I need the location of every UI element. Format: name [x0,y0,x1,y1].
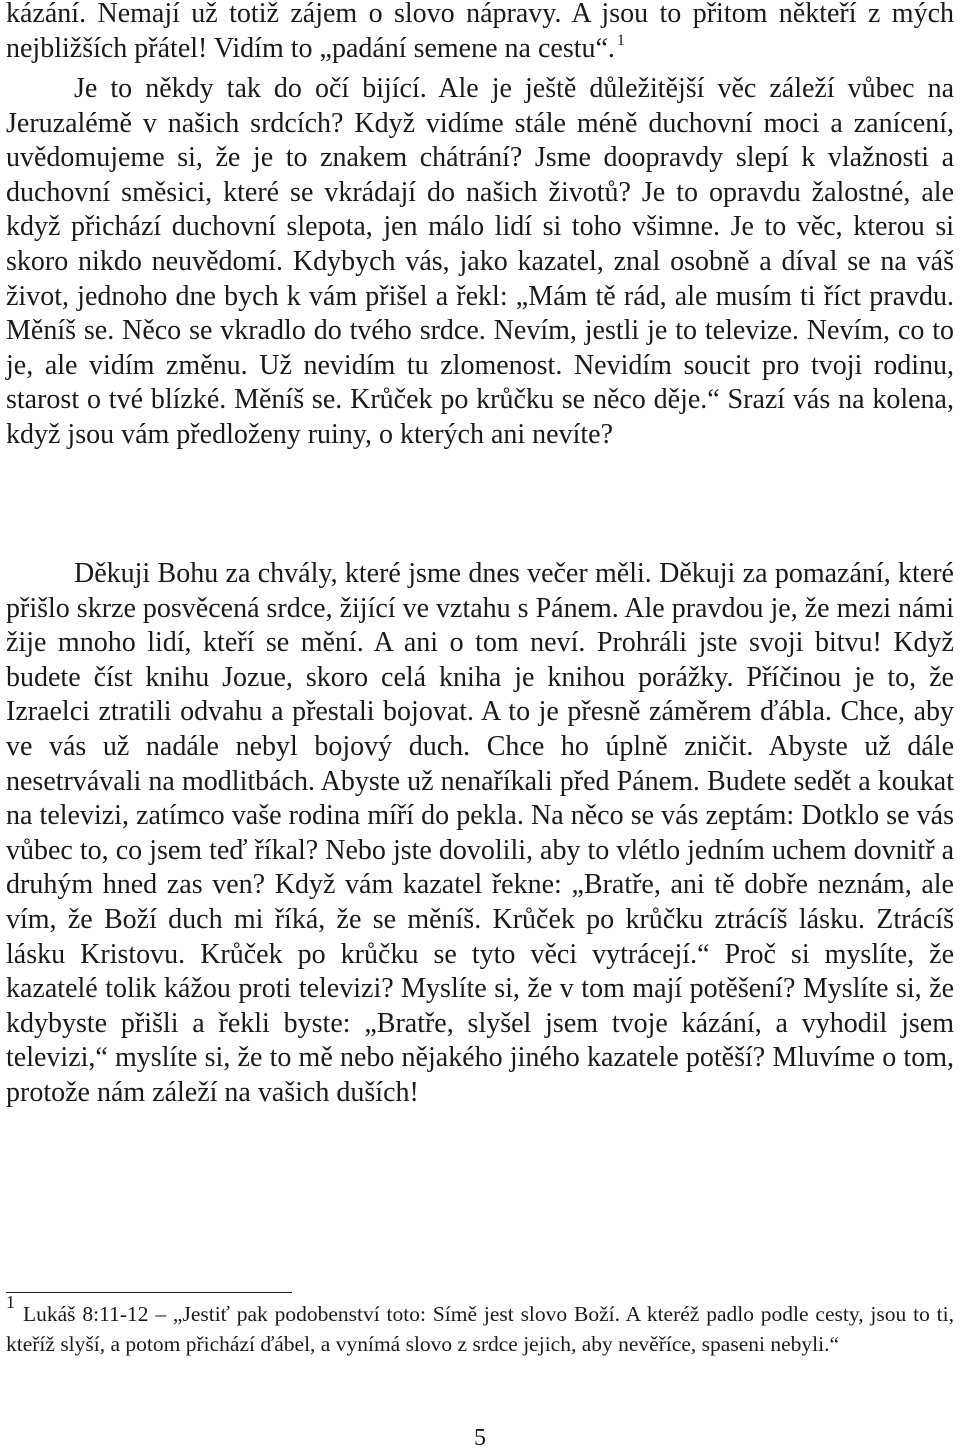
footnote-number: 1 [6,1292,15,1312]
paragraph-1-text: kázání. Nemají už totiž zájem o slovo nápravy. A jsou to přitom někteří z mých nejbližších přátel! Vidím to „padání semene na cestu“. [6,0,954,64]
paragraph-2 [6,72,954,453]
paragraph-3 [6,557,954,1111]
paragraph-2-text: Je to někdy tak do očí bijící. Ale je ještě důležitější věc záleží vůbec na Jeruzalémě v našich srdcích? Když vidíme stále méně duchovní moci a zanícení, uvědomujeme si, že je to znakem chátrání? Jsme doopravdy slepí k vlažnosti a duchovní směsici, které se vkrádají do našich životů? Je to opravdu žalostné, ale když přichází duchovní slepota, jen málo lidí si toho všimne. Je to věc, kterou si skoro nikdo neuvědomí. Kdybych vás, jako kazatel, znal osobně a díval se na váš život, jednoho dne bych k vám přišel a řekl: „Mám tě rád, ale musím ti říct pravdu. Měníš se. Něco se vkradlo do tvého srdce. Nevím, jestli je to televize. Nevím, co to je, ale vidím změnu. Už nevidím tu zlomenost. Nevidím soucit pro tvoji rodinu, starost o tvé blízké. Měníš se. Krůček po krůčku se něco děje.“ Srazí vás na kolena, když jsou vám předloženy ruiny, o kterých ani nevíte? [6,73,954,450]
footnote-separator [6,1292,292,1293]
paragraph-1 [6,0,954,66]
paragraph-3-text: Děkuji Bohu za chvály, které jsme dnes večer měli. Děkuji za pomazání, které přišlo skrze posvěcená srdce, žijící ve vztahu s Pánem. Ale pravdou je, že mezi námi žije mnoho lidí, kteří se mění. A ani o tom neví. Prohráli jste svoji bitvu! Když budete číst knihu Jozue, skoro celá kniha je knihou porážky. Příčinou je to, že Izraelci ztratili odvahu a přestali bojovat. A to je přesně záměrem ďábla. Chce, aby ve vás už nadále nebyl bojový duch. Chce ho úplně zničit. Abyste už dále nesetrvávali na modlitbách. Abyste už nenaříkali před Pánem. Budete sedět a koukat na televizi, zatímco vaše rodina míří do pekla. Na něco se vás zeptám: Dotklo se vás vůbec to, co jsem teď říkal? Nebo jste dovolili, aby to vlétlo jedním uchem dovnitř a druhým hned zas ven? Když vám kazatel řekne: „Bratře, ani tě dobře neznám, ale vím, že Boží duch mi říká, že se měníš. Krůček po krůčku ztrácíš lásku. Ztrácíš lásku Kristovu. Krůček po krůčku se tyto věci vytrácejí.“ Proč si myslíte, že kazatelé tolik kážou proti televizi? Myslíte si, že v tom mají potěšení? Myslíte si, že kdybyste přišli a řekli byste: „Bratře, slyšel jsem tvoje kázání, a vyhodil jsem televizi,“ myslíte si, že to mě nebo nějakého jiného kazatele potěší? Mluvíme o tom, protože nám záleží na vašich duších! [6,558,954,1108]
footnote-text: Lukáš 8:11-12 – „Jestiť pak podobenství toto: Símě jest slovo Boží. A kteréž padlo podle cesty, jsou to ti, kteříž slyší, a potom přichází ďábel, a vynímá slovo z srdce jejich, aby nevěříce, spaseni nebyli.“ [6,1302,954,1356]
footnote-reference[interactable]: 1 [616,31,625,49]
page-number: 5 [474,1425,486,1451]
footnote [6,1292,954,1359]
